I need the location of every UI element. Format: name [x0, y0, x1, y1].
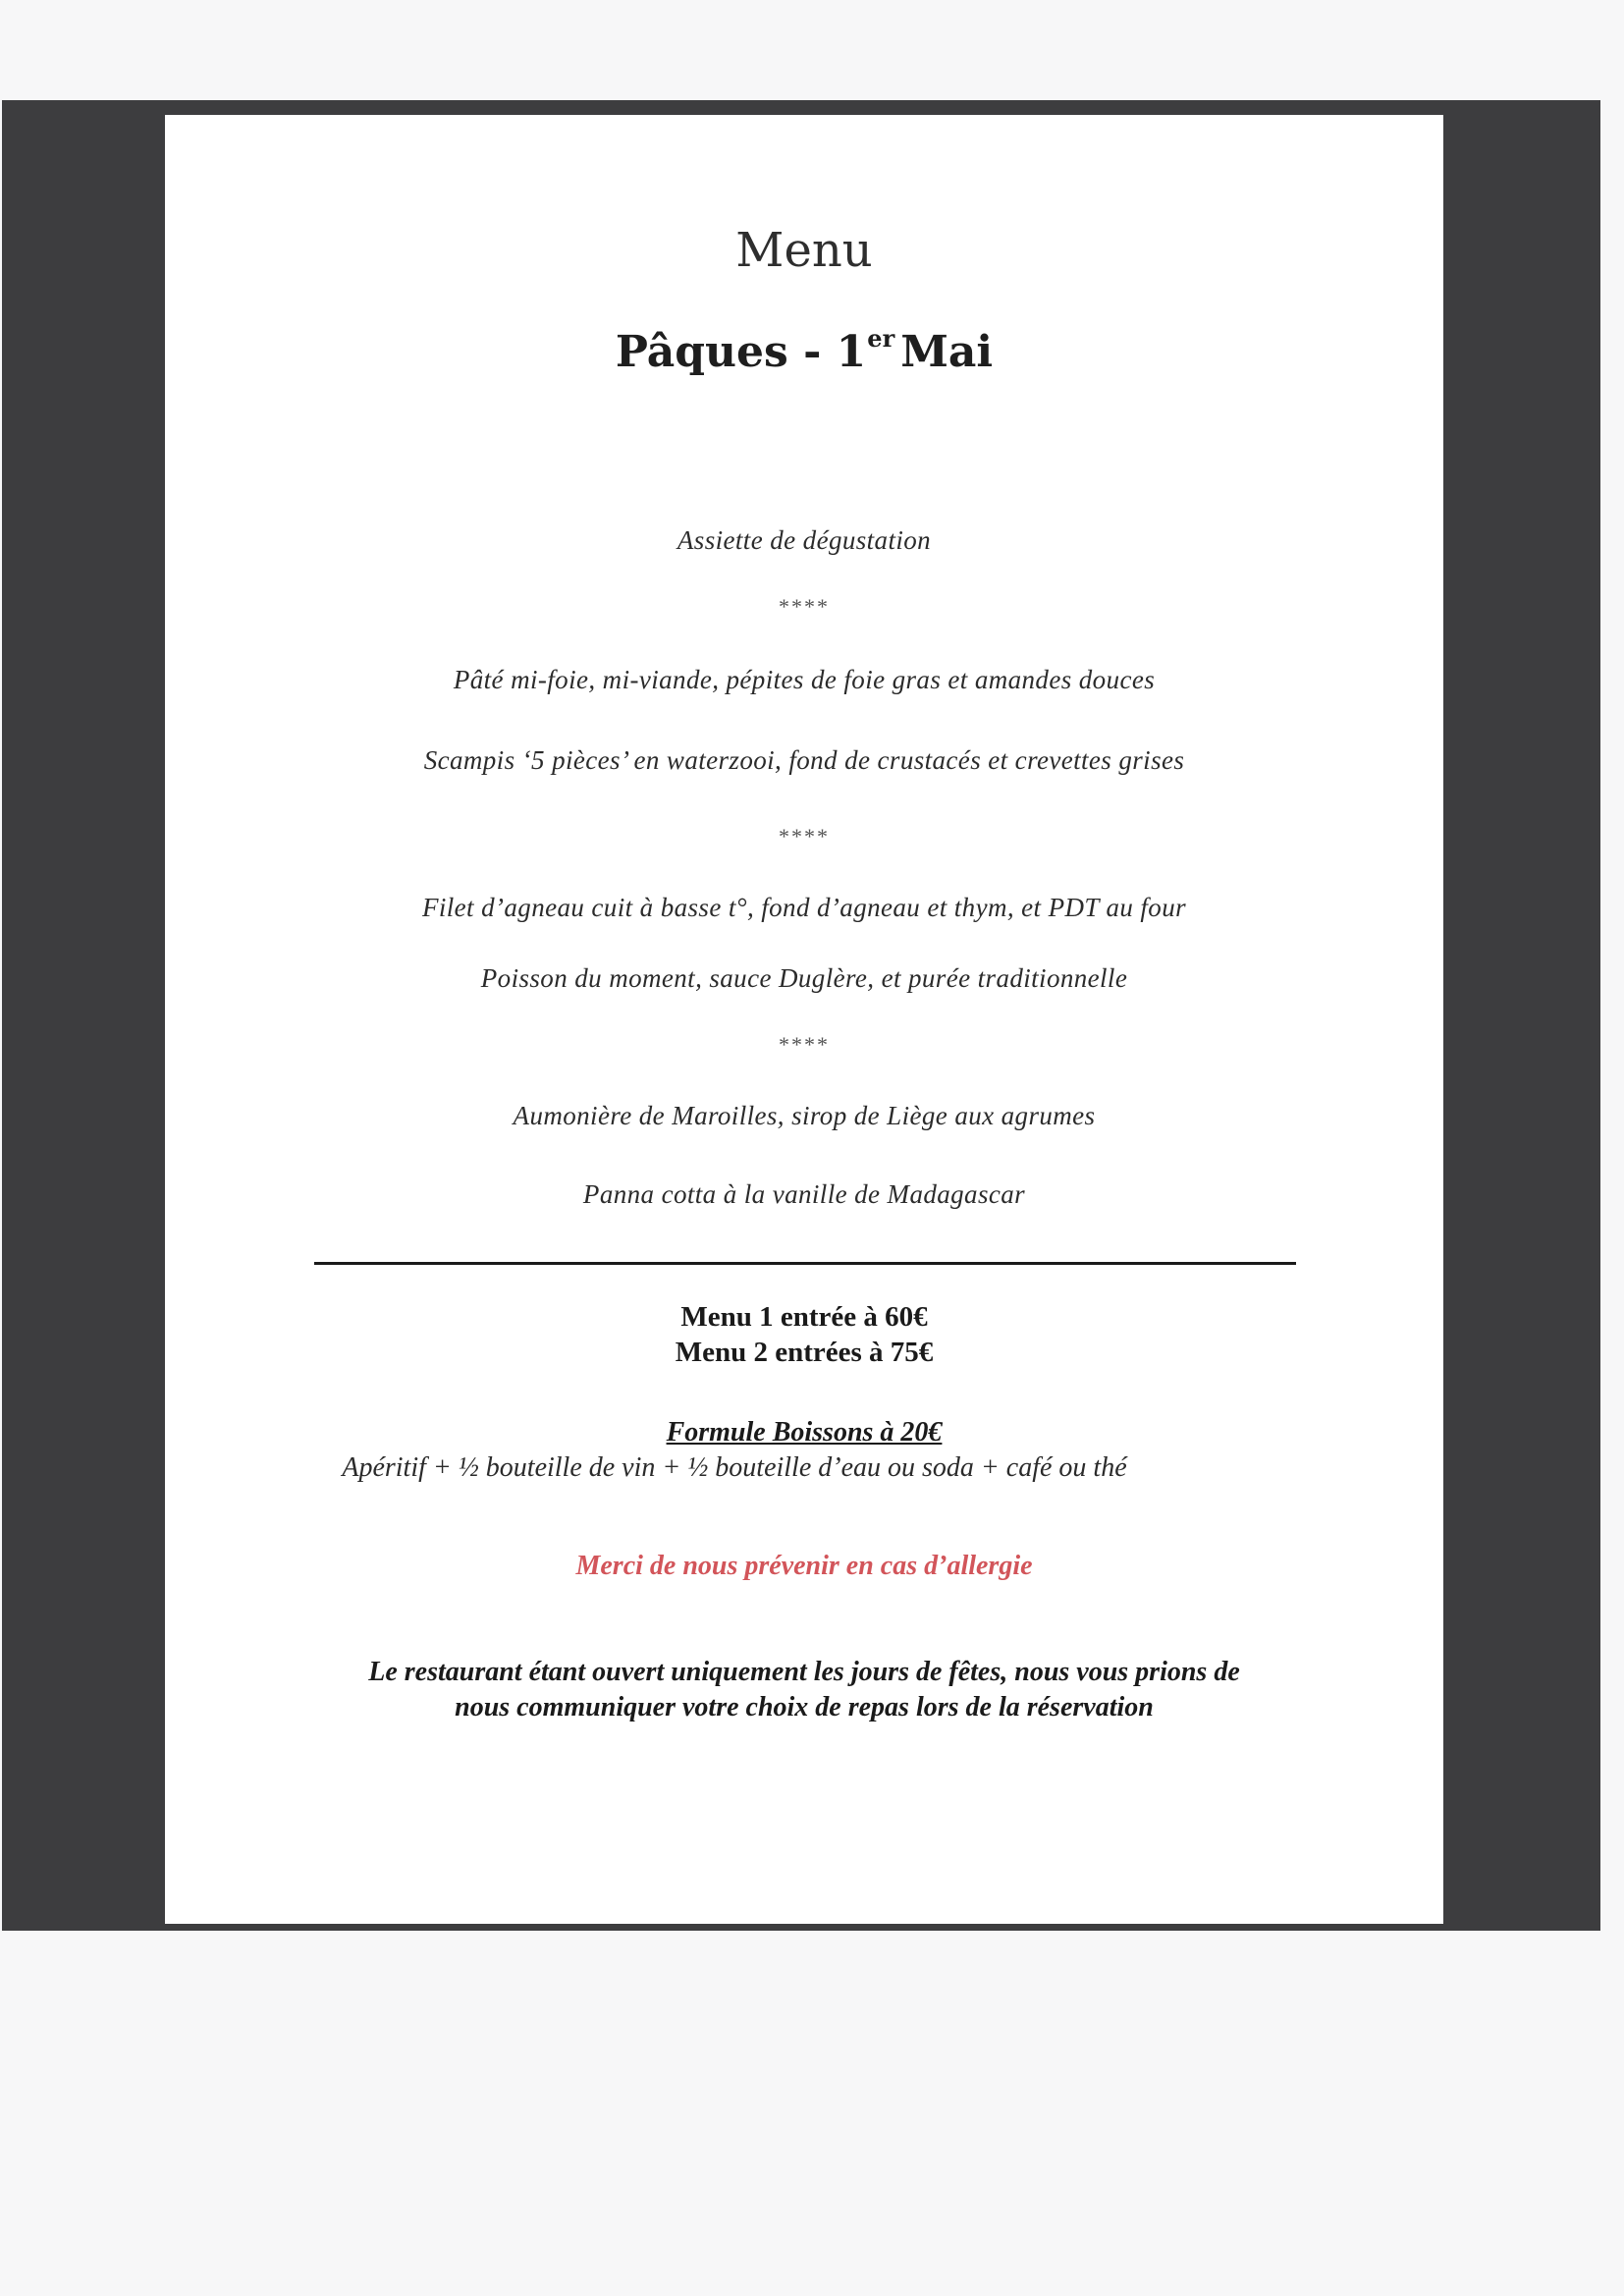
drinks-formula-title: Formule Boissons à 20€: [666, 1417, 943, 1448]
menu-item-lamb: Filet d’agneau cuit à basse t°, fond d’agneau et thym, et PDT au four: [421, 893, 1187, 922]
price-menu-2: Menu 2 entrées à 75€: [675, 1337, 934, 1368]
menu-item-scampis: Scampis ‘5 pièces’ en waterzooi, fond de crustacés et crevettes grises: [423, 745, 1185, 775]
menu-item-panna-cotta: Panna cotta à la vanille de Madagascar: [582, 1179, 1026, 1209]
divider-line: [314, 1262, 1296, 1265]
menu-item-aumoniere: Aumonière de Maroilles, sirop de Liège aux agrumes: [513, 1101, 1096, 1130]
menu-subtitle: [165, 324, 1443, 377]
drinks-formula-description: Apéritif + ½ bouteille de vin + ½ bouteille d’eau ou soda + café ou thé: [342, 1452, 1127, 1483]
subtitle-main: Pâques - 1: [615, 327, 867, 377]
subtitle-end: Mai: [900, 327, 994, 377]
subtitle-superscript: er: [867, 324, 895, 354]
course-separator: ****: [779, 1032, 830, 1057]
menu-title: Menu: [735, 223, 873, 278]
menu-item-pate: Pâté mi-foie, mi-viande, pépites de foie gras et amandes douces: [453, 665, 1156, 694]
allergy-note: Merci de nous prévenir en cas d’allergie: [575, 1551, 1033, 1581]
menu-item-starter-tasting: Assiette de dégustation: [677, 525, 932, 555]
notice-line-1: Le restaurant étant ouvert uniquement les jours de fêtes, nous vous prions de: [368, 1657, 1240, 1687]
price-menu-1: Menu 1 entrée à 60€: [680, 1301, 928, 1333]
course-separator: ****: [779, 824, 830, 848]
menu-page: [165, 115, 1443, 1924]
notice-line-2: nous communiquer votre choix de repas lors de la réservation: [455, 1692, 1154, 1722]
menu-item-fish: Poisson du moment, sauce Duglère, et purée traditionnelle: [480, 963, 1128, 993]
course-separator: ****: [779, 594, 830, 619]
